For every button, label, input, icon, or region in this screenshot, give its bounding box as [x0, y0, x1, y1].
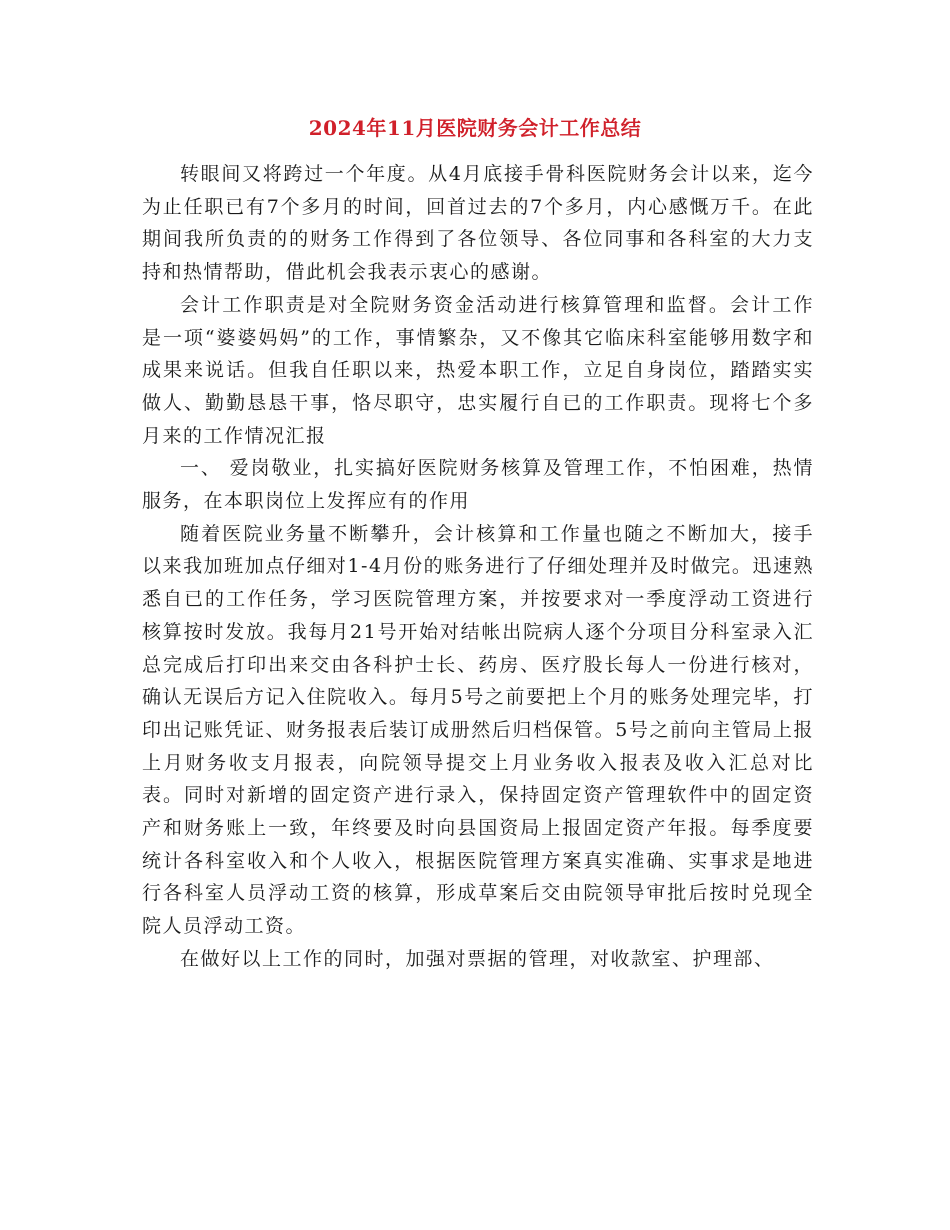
- paragraph-intro: 转眼间又将跨过一个年度。从4月底接手骨科医院财务会计以来，迄今为止任职已有7个多月的时间，回首过去的7个多月，内心感慨万千。在此期间我所负责的的财务工作得到了各位领导、各位同事和各科室的大力支持和热情帮助，借此机会我表示衷心的感谢。: [142, 163, 814, 284]
- document-title: 2024年11月医院财务会计工作总结: [308, 116, 642, 140]
- paragraph-accounting-work: 随着医院业务量不断攀升，会计核算和工作量也随之不断加大，接手以来我加班加点仔细对1-4月份的账务进行了仔细处理并及时做完。迅速熟悉自已的工作任务，学习医院管理方案，并按要求对一季度浮动工资进行核算按时发放。我每月21号开始对结帐出院病人逐个分项目分科室录入汇总完成后打印出来交由各科护士长、药房、医疗股长每人一份进行核对，确认无误后方记入住院收入。每月5号之前要把上个月的账务处理完毕，打印出记账凭证、财务报表后装订成册然后归档保管。5号之前向主管局上报上月财务收支月报表，向院领导提交上月业务收入报表及收入汇总对比表。同时对新增的固定资产进行录入，保持固定资产管理软件中的固定资产和财务账上一致，年终要及时向县国资局上报固定资产年报。每季度要统计各科室收入和个人收入，根据医院管理方案真实准确、实事求是地进行各科室人员浮动工资的核算，形成草案后交由院领导审批后按时兑现全院人员浮动工资。: [142, 522, 814, 938]
- paragraph-section-heading: 一、 爱岗敬业，扎实搞好医院财务核算及管理工作，不怕困难，热情服务，在本职岗位上发挥应有的作用: [142, 457, 814, 513]
- paragraph-receipts: 在做好以上工作的同时，加强对票据的管理，对收款室、护理部、: [180, 947, 775, 970]
- paragraph-duties: 会计工作职责是对全院财务资金活动进行核算管理和监督。会计工作是一项“婆婆妈妈”的工作，事情繁杂，又不像其它临床科室能够用数字和成果来说话。但我自任职以来，热爱本职工作，立足自身岗位，踏踏实实做人、勤勤恳恳干事，恪尽职守，忠实履行自已的工作职责。现将七个多月来的工作情况汇报: [142, 293, 814, 447]
- document-body: [142, 158, 814, 976]
